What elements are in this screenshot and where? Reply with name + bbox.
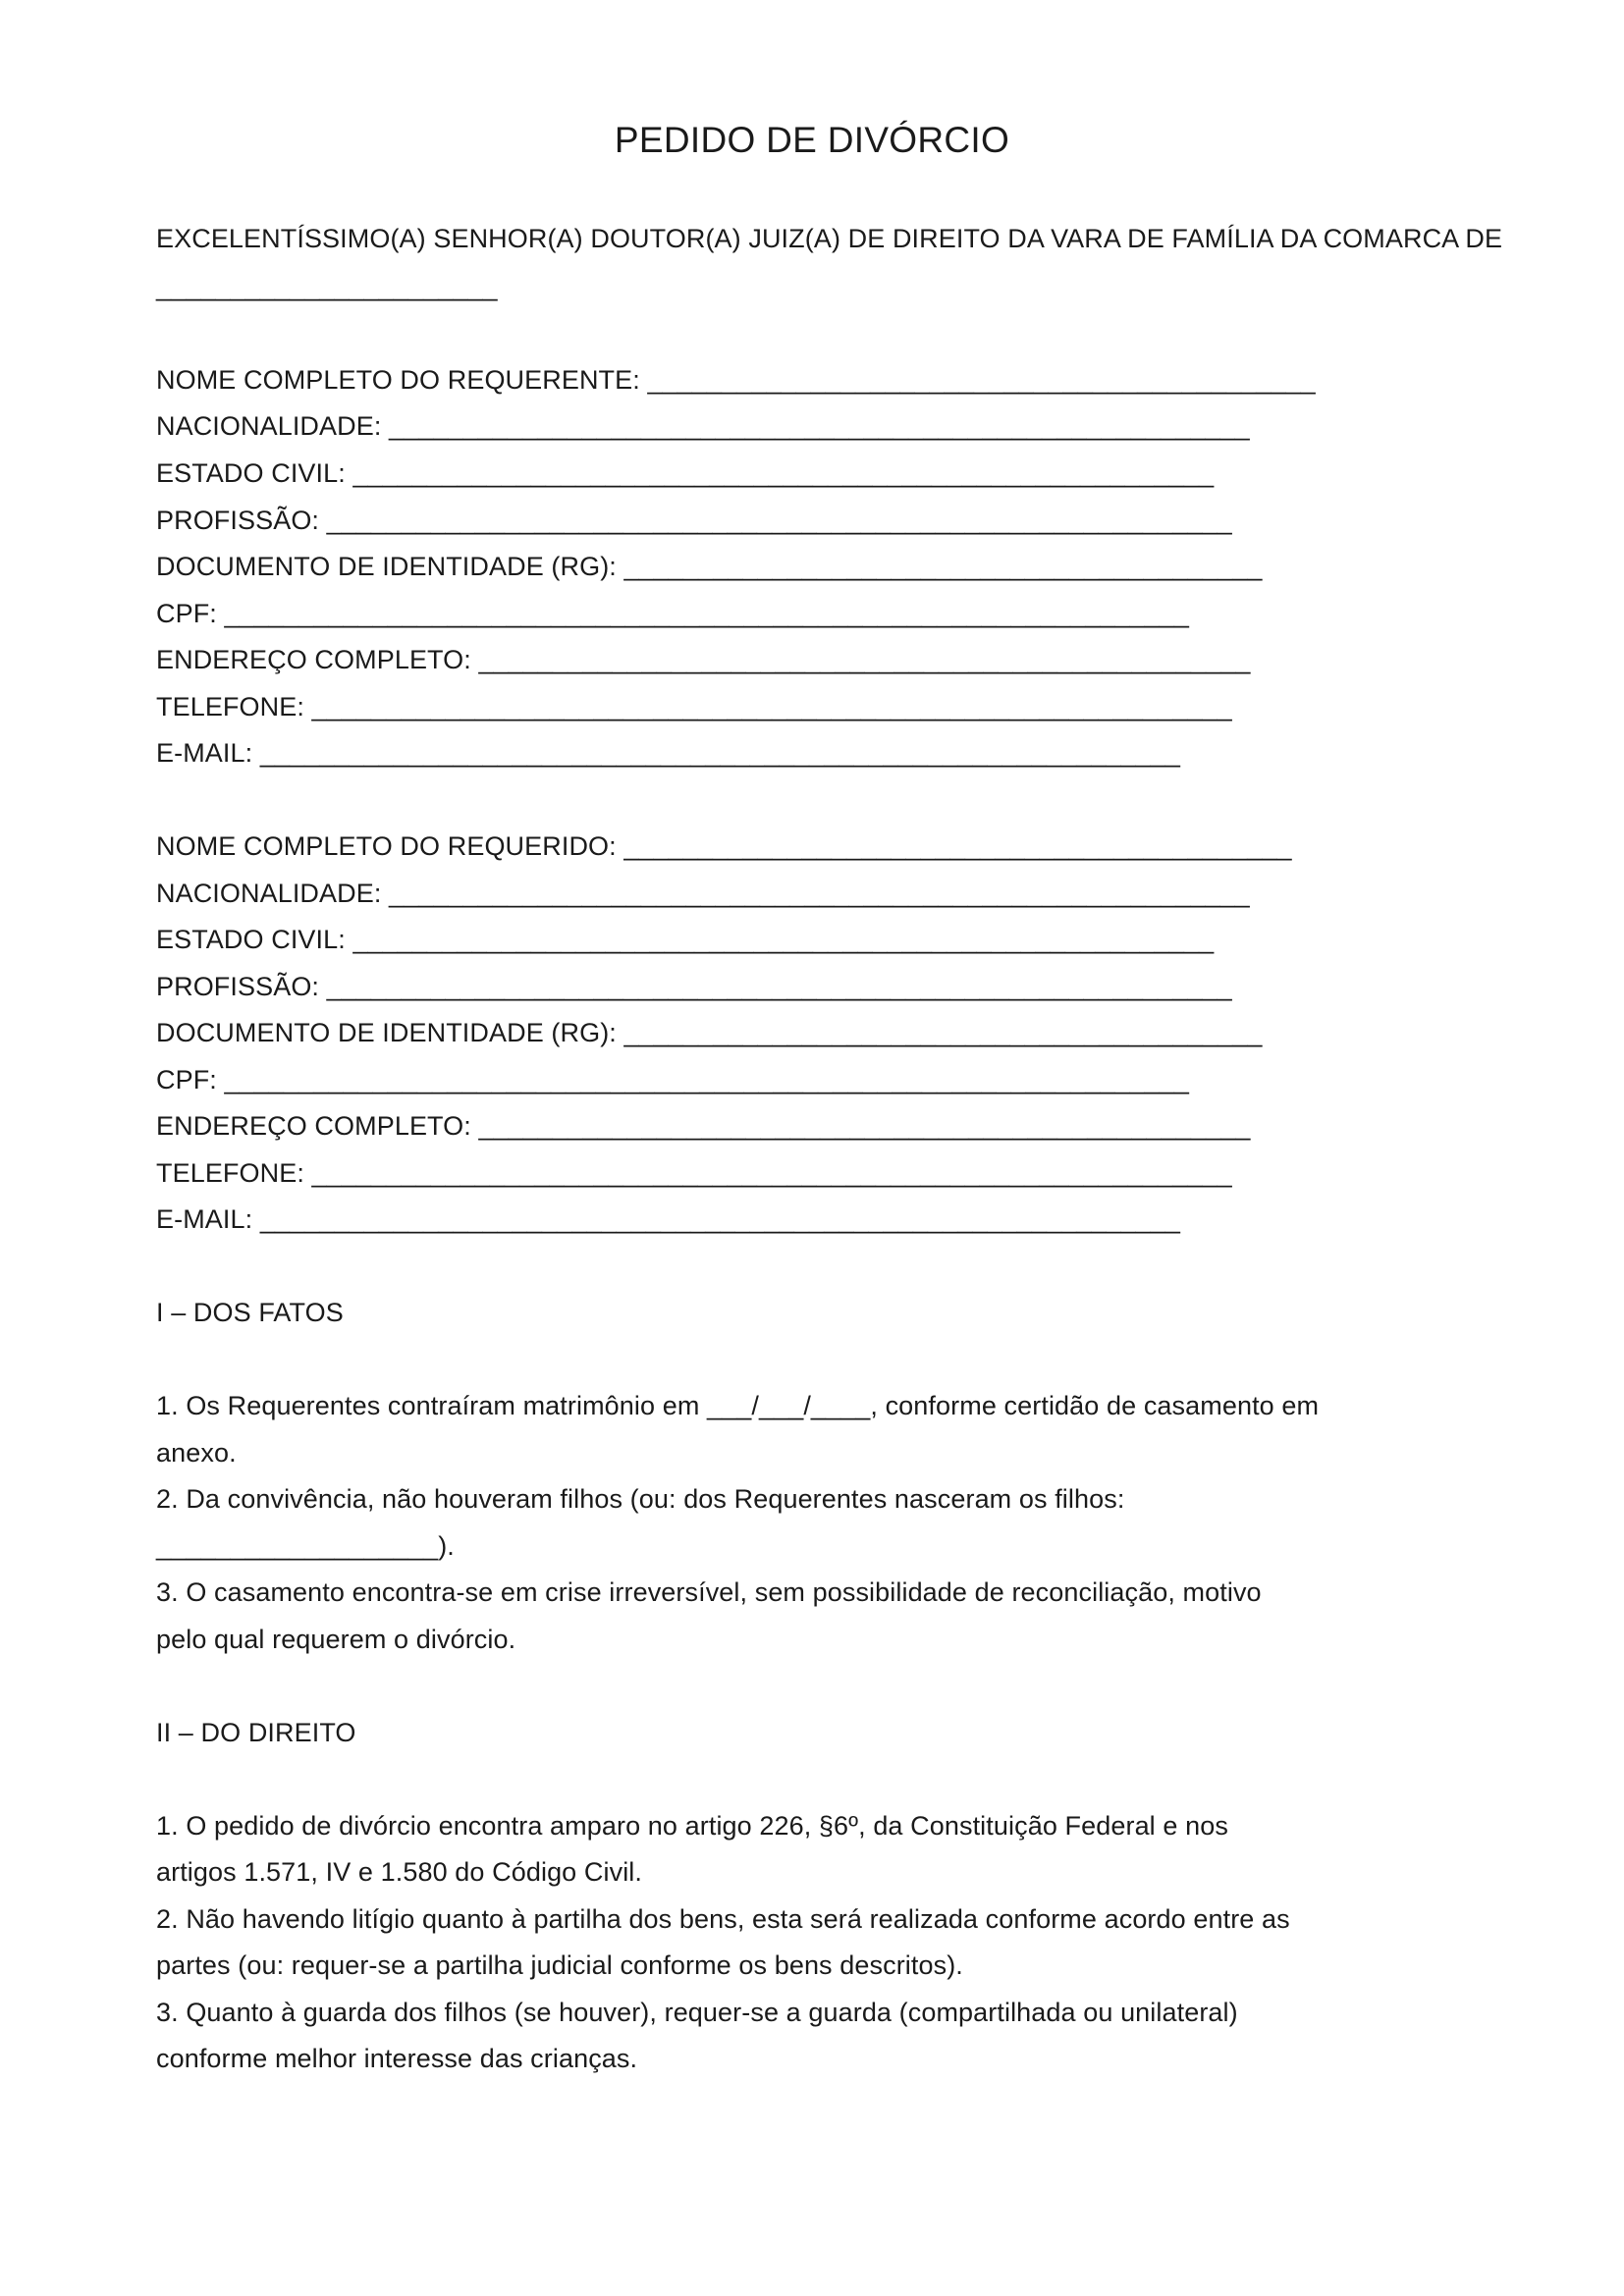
requerido-telefone-field: TELEFONE: ______________________________________________________________ — [156, 1158, 1232, 1188]
fatos-paragraph-line: ___________________). — [156, 1531, 455, 1561]
requerido-estado-civil-field: ESTADO CIVIL: __________________________________________________________ — [156, 925, 1215, 954]
requerente-telefone-field: TELEFONE: ______________________________________________________________ — [156, 692, 1232, 721]
requerido-nacionalidade-field: NACIONALIDADE: __________________________________________________________ — [156, 879, 1250, 908]
requerido-rg-field: DOCUMENTO DE IDENTIDADE (RG): ___________________________________________ — [156, 1018, 1263, 1047]
addressee-blank: _______________________ — [156, 272, 498, 301]
fatos-paragraph-line: 1. Os Requerentes contraíram matrimônio em ___/___/____, conforme certidão de casamento em — [156, 1391, 1320, 1420]
document-title: PEDIDO DE DIVÓRCIO — [614, 120, 1010, 160]
requerente-rg-field: DOCUMENTO DE IDENTIDADE (RG): ___________________________________________ — [156, 552, 1263, 581]
requerente-endereco-field: ENDEREÇO COMPLETO: ____________________________________________________ — [156, 645, 1251, 674]
fatos-paragraph-line: pelo qual requerem o divórcio. — [156, 1625, 516, 1654]
requerente-cpf-field: CPF: _________________________________________________________________ — [156, 599, 1190, 628]
direito-paragraph-line: partes (ou: requer-se a partilha judicial conforme os bens descritos). — [156, 1950, 963, 1980]
fatos-paragraph-line: 2. Da convivência, não houveram filhos (ou: dos Requerentes nasceram os filhos: — [156, 1484, 1125, 1514]
requerente-nome-field: NOME COMPLETO DO REQUERENTE: _____________________________________________ — [156, 365, 1316, 395]
requerente-profissao-field: PROFISSÃO: _____________________________________________________________ — [156, 506, 1232, 535]
requerido-profissao-field: PROFISSÃO: _____________________________________________________________ — [156, 972, 1232, 1001]
direito-paragraph-line: artigos 1.571, IV e 1.580 do Código Civil. — [156, 1857, 642, 1887]
requerido-cpf-field: CPF: _________________________________________________________________ — [156, 1065, 1190, 1095]
requerente-nacionalidade-field: NACIONALIDADE: __________________________________________________________ — [156, 411, 1250, 441]
requerido-endereco-field: ENDEREÇO COMPLETO: ____________________________________________________ — [156, 1111, 1251, 1141]
addressee-line: EXCELENTÍSSIMO(A) SENHOR(A) DOUTOR(A) JUIZ(A) DE DIREITO DA VARA DE FAMÍLIA DA COMARCA DE — [156, 224, 1503, 253]
fatos-paragraph-line: anexo. — [156, 1438, 237, 1468]
direito-paragraph-line: 2. Não havendo litígio quanto à partilha dos bens, esta será realizada conforme acordo entre as — [156, 1904, 1290, 1934]
section-heading-fatos: I – DOS FATOS — [156, 1298, 344, 1327]
section-heading-direito: II – DO DIREITO — [156, 1718, 356, 1747]
requerido-email-field: E-MAIL: ______________________________________________________________ — [156, 1204, 1181, 1234]
requerente-email-field: E-MAIL: ______________________________________________________________ — [156, 738, 1181, 768]
requerente-estado-civil-field: ESTADO CIVIL: __________________________________________________________ — [156, 458, 1215, 488]
direito-paragraph-line: 3. Quanto à guarda dos filhos (se houver), requer-se a guarda (compartilhada ou unilateral) — [156, 1998, 1238, 2027]
fatos-paragraph-line: 3. O casamento encontra-se em crise irreversível, sem possibilidade de reconciliação, motivo — [156, 1577, 1262, 1607]
direito-paragraph-line: conforme melhor interesse das crianças. — [156, 2044, 638, 2073]
requerido-nome-field: NOME COMPLETO DO REQUERIDO: _____________________________________________ — [156, 831, 1292, 861]
direito-paragraph-line: 1. O pedido de divórcio encontra amparo no artigo 226, §6º, da Constituição Federal e nos — [156, 1811, 1228, 1841]
